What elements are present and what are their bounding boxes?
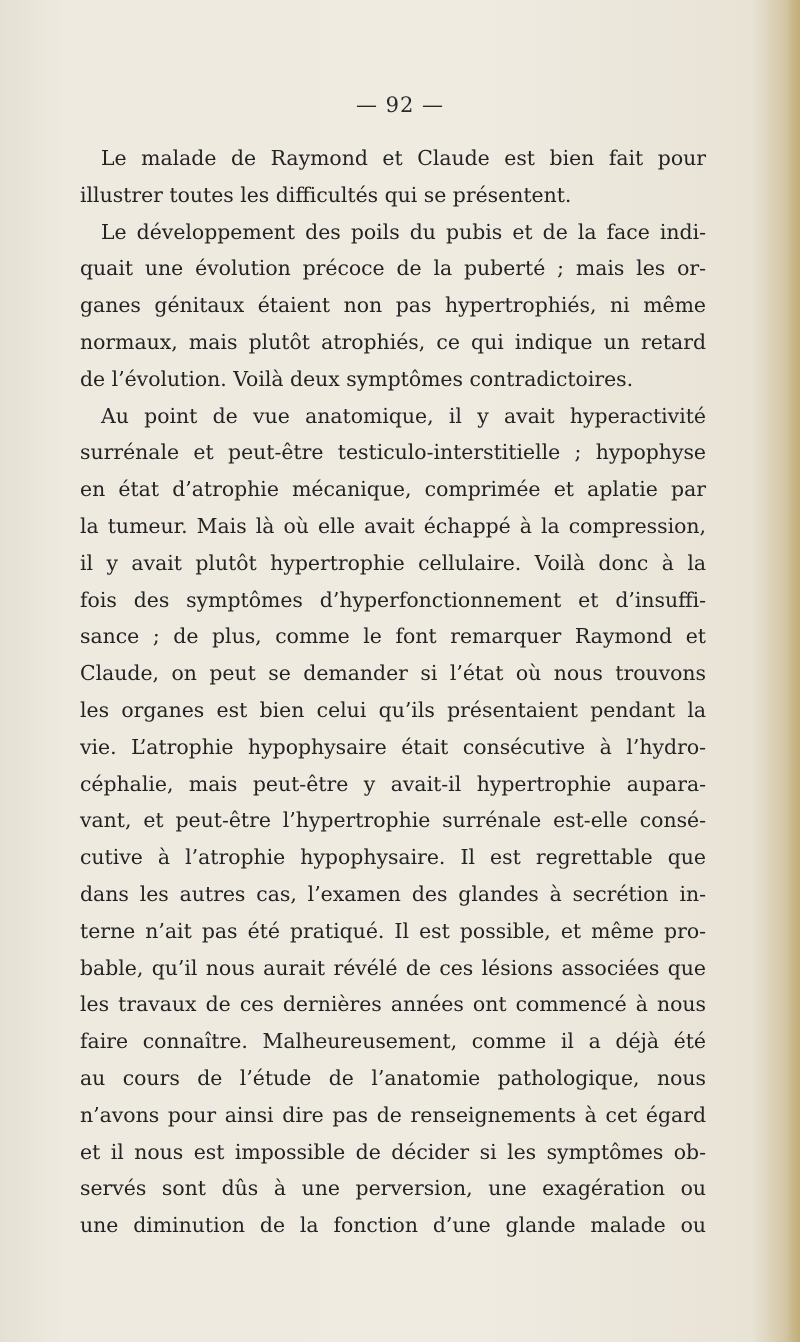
text-line: au cours de l’étude de l’anatomie pathologique, nous (80, 1065, 706, 1090)
page-edge-stain (786, 0, 800, 1342)
text-line: n’avons pour ainsi dire pas de renseignements à cet égard (80, 1102, 706, 1127)
text-line: illustrer toutes les difficultés qui se présentent. (80, 182, 572, 207)
text-line: de l’évolution. Voilà deux symptômes contradictoires. (80, 366, 634, 391)
text-line: dans les autres cas, l’examen des glandes à secrétion in- (80, 881, 706, 906)
text-line: et il nous est impossible de décider si les symptômes ob- (80, 1139, 706, 1164)
text-line: fois des symptômes d’hyperfonctionnement et d’insuffi- (80, 587, 706, 612)
text-line: faire connaître. Malheureusement, comme il a déjà été (80, 1029, 706, 1054)
text-line: Au point de vue anatomique, il y avait hyperactivité (101, 403, 706, 428)
text-line: en état d’atrophie mécanique, comprimée et aplatie par (80, 477, 706, 502)
text-line: normaux, mais plutôt atrophiés, ce qui indique un retard (80, 329, 706, 354)
text-line: vie. L’atrophie hypophysaire était consécutive à l’hydro- (80, 734, 706, 759)
text-line: terne n’ait pas été pratiqué. Il est possible, et même pro- (80, 918, 706, 943)
text-line: céphalie, mais peut-être y avait-il hypertrophie aupara- (80, 771, 706, 796)
text-line: surrénale et peut-être testiculo-interstitielle ; hypophyse (80, 440, 706, 465)
text-line: Le développement des poils du pubis et de la face indi- (101, 219, 706, 244)
text-line: ganes génitaux étaient non pas hypertrophiés, ni même (80, 293, 706, 318)
text-line: la tumeur. Mais là où elle avait échappé à la compression, (80, 513, 706, 538)
text-line: bable, qu’il nous aurait révélé de ces lésions associées que (80, 955, 706, 980)
page-number: — 92 — (355, 93, 445, 117)
text-line: servés sont dûs à une perversion, une exagération ou (80, 1176, 706, 1201)
text-line: les organes est bien celui qu’ils présentaient pendant la (80, 697, 706, 722)
body-text (80, 140, 706, 1244)
text-line: une diminution de la fonction d’une glande malade ou (80, 1213, 706, 1238)
text-line: Claude, on peut se demander si l’état où nous trouvons (80, 661, 706, 686)
text-line: sance ; de plus, comme le font remarquer Raymond et (80, 624, 706, 649)
text-line: vant, et peut-être l’hypertrophie surrénale est-elle consé- (80, 808, 706, 833)
text-line: quait une évolution précoce de la puberté ; mais les or- (80, 256, 706, 281)
text-line: les travaux de ces dernières années ont commencé à nous (80, 992, 706, 1017)
text-line: Le malade de Raymond et Claude est bien fait pour (101, 146, 706, 170)
text-line: cutive à l’atrophie hypophysaire. Il est regrettable que (80, 845, 706, 870)
text-line: il y avait plutôt hypertrophie cellulaire. Voilà donc à la (80, 550, 706, 575)
